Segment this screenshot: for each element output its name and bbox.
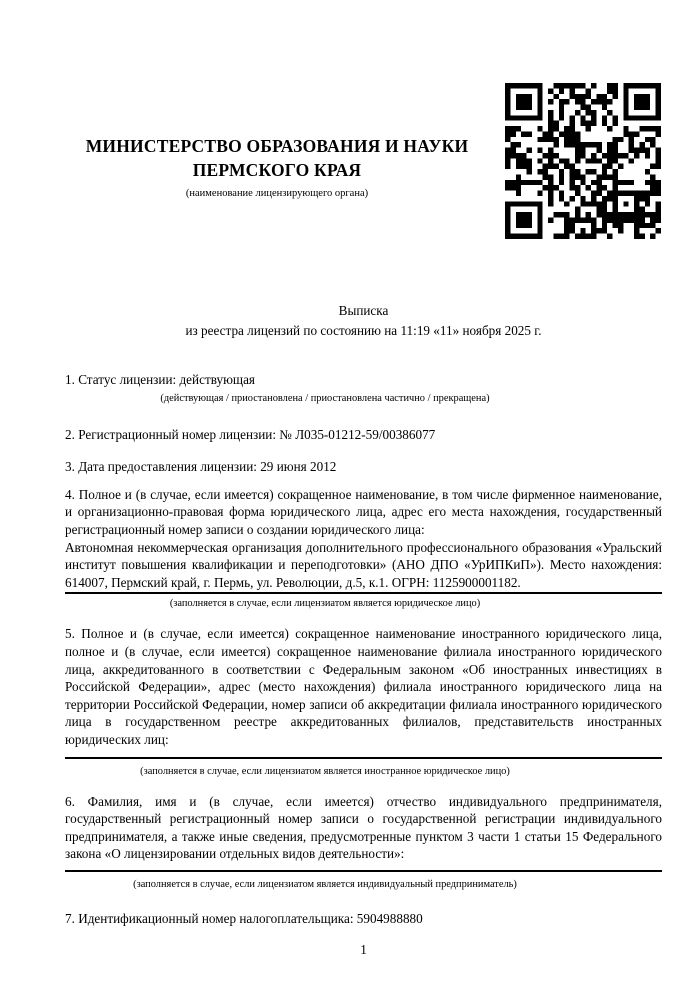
- page-number: 1: [360, 942, 367, 958]
- fill-line-item-6: [65, 863, 662, 872]
- item-4-question: 4. Полное и (в случае, если имеется) сокращенное наименование, в том числе фирменное наименование, и организационно-правовая форма юридического лица, адрес его места нахождения, государственный регистрационный номер записи о создании юридического лица:: [65, 486, 662, 537]
- item-4-caption: (заполняется в случае, если лицензиатом является юридическое лицо): [169, 598, 481, 610]
- item-1-caption: (действующая / приостановлена / приостановлена частично / прекращена): [160, 392, 490, 404]
- item-7-taxpayer-number: 7. Идентификационный номер налогоплательщика: 5904988880: [65, 910, 423, 926]
- extract-subtitle: из реестра лицензий по состоянию на 11:19 «11» ноября 2025 г.: [185, 322, 542, 338]
- item-5-question: 5. Полное и (в случае, если имеется) сокращенное наименование иностранного юридического лица, полное и (в случае, если имеется) сокращенное наименование филиала иностранного юридического лица, аккредитованного в соответствии с Федеральным законом «Об иностранных инвестициях в Российской Федерации», адрес (место нахождения) филиала иностранного юридического лица на территории Российской Федерации, номер записи об аккредитации филиала иностранного юридического лица в государственном реестре аккредитованных филиалов, представительств иностранных юридических лиц:: [65, 626, 662, 747]
- item-6-question: 6. Фамилия, имя и (в случае, если имеется) отчество индивидуального предпринимателя, государственный регистрационный номер записи о государственной регистрации индивидуального предпринимателя, а также иные сведения, предусмотренные пунктом 3 части 1 статьи 15 Федерального закона «О лицензировании отдельных видов деятельности»:: [65, 793, 662, 862]
- item-3-license-date: 3. Дата предоставления лицензии: 29 июня 2012: [65, 459, 337, 475]
- extract-title: Выписка: [338, 303, 389, 318]
- item-1-license-status: 1. Статус лицензии: действующая: [65, 372, 256, 387]
- ministry-name-line1: МИНИСТЕРСТВО ОБРАЗОВАНИЯ И НАУКИ: [85, 136, 469, 156]
- item-2-registration-number: 2. Регистрационный номер лицензии: № Л035-01212-59/00386077: [65, 426, 436, 442]
- item-4-answer: Автономная некоммерческая организация дополнительного профессионального образования «Уральский институт повышения квалификации и переподготовки» (АНО ДПО «УрИПКиП»). Место нахождения: 614007, Пермский край, г. Пермь, ул. Революции, д.5, к.1. ОГРН: 1125900001182.: [65, 539, 662, 590]
- ministry-caption: (наименование лицензирующего органа): [185, 188, 369, 199]
- ministry-name-line2: ПЕРМСКОГО КРАЯ: [192, 160, 362, 180]
- item-6-caption: (заполняется в случае, если лицензиатом является индивидуальный предприниматель): [133, 878, 517, 890]
- item-5-caption: (заполняется в случае, если лицензиатом является иностранное юридическое лицо): [140, 765, 510, 777]
- document-body: [65, 0, 662, 959]
- extract-title-block: [65, 0, 662, 340]
- fill-line-item-4: [65, 592, 662, 594]
- fill-line-item-5: [65, 749, 662, 759]
